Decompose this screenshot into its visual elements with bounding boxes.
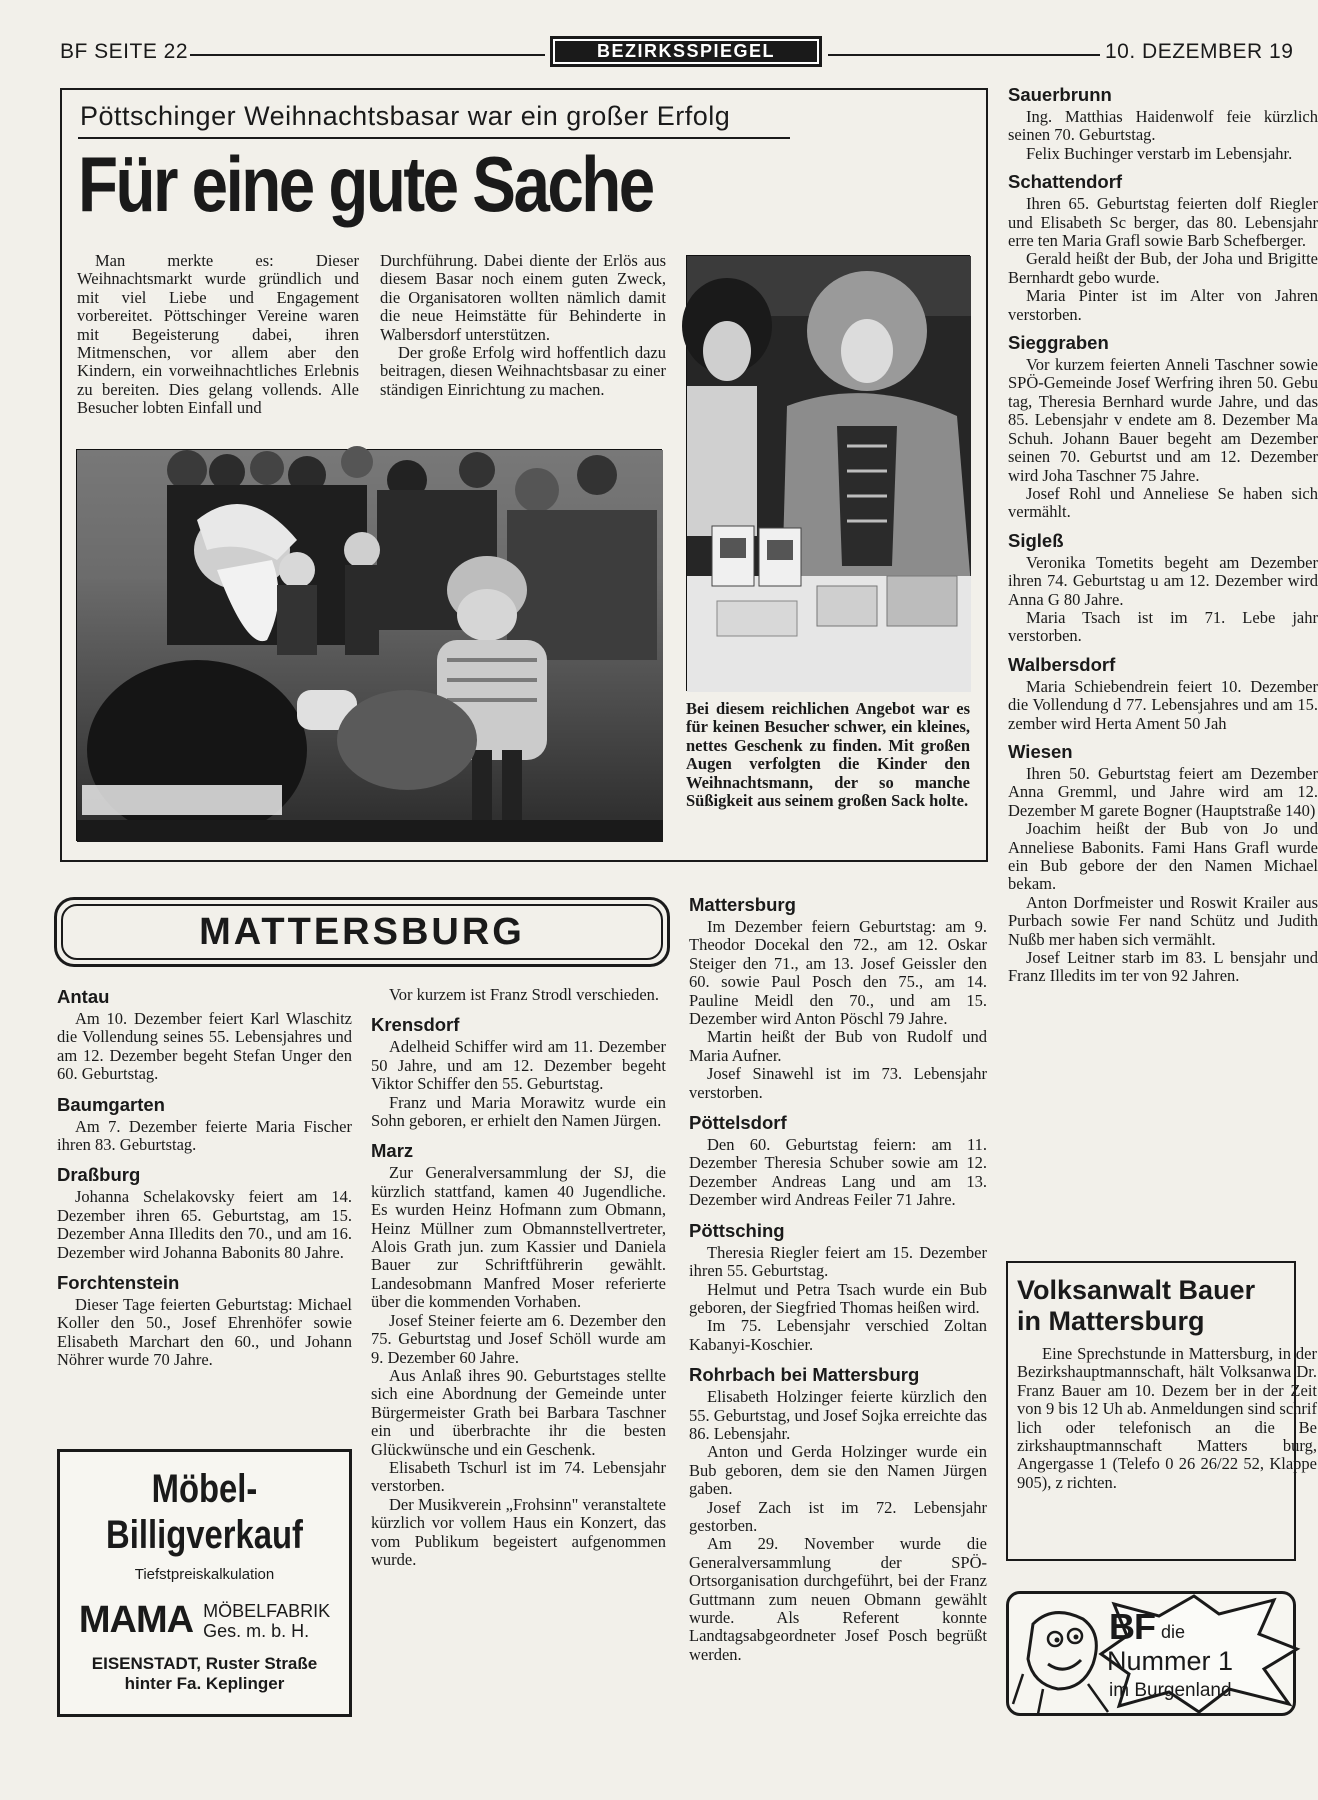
column-a <box>57 986 352 1370</box>
news-para: Gerald heißt der Bub, der Joha und Brigitte Bernhardt gebo wurde. <box>1008 249 1318 287</box>
news-para: Adelheid Schiffer wird am 11. Dezember 50 Jahre, und am 12. Dezember begeht Viktor Schiffer den 55. Geburtstag. <box>371 1037 666 1094</box>
place-heading: Sauerbrunn <box>1008 84 1112 105</box>
bf-ad-line-3: im Burgenland <box>1109 1680 1232 1701</box>
column-c <box>689 894 987 1664</box>
stall-photo <box>686 255 970 691</box>
news-para: Veronika Tometits begeht am Dezember ihren 74. Geburtstag u am 12. Dezember wird Anna G 80 Jahre. <box>1008 552 1318 609</box>
news-para: Aus Anlaß ihres 90. Geburtstages stellte sich eine Abordnung der Gemeinde unter Bürgermeister Grath bei Barbara Taschner ein und überbrachte ihr die besten Glückwünsche und ein Geschenk. <box>371 1365 666 1459</box>
place-heading: Draßburg <box>57 1164 141 1186</box>
place-heading: Sigleß <box>1008 529 1064 551</box>
article-headline: Für eine gute Sache <box>78 140 653 228</box>
article-col-1 <box>77 252 359 418</box>
place-heading: Wiesen <box>1008 740 1073 762</box>
moebel-ad-brand-row <box>60 1599 349 1642</box>
moebel-ad-address-1: EISENSTADT, Ruster Straße <box>91 1654 318 1673</box>
news-para: Joachim heißt der Bub von Jo und Anneliese Babonits. Fami Hans Grafl wurde ein Bub gebore der den Namen Michael bekam. <box>1008 819 1318 894</box>
news-para: Maria Pinter ist im Alter von Jahren verstorben. <box>1008 286 1318 324</box>
news-para: Josef Sinawehl ist im 73. Lebensjahr verstorben. <box>689 1064 987 1102</box>
article-col-2 <box>380 252 666 399</box>
news-para: Vor kurzem feierten Anneli Taschner sowie SPÖ-Gemeinde Josef Werfring ihren 50. Gebu tag, Theresia Bernhard wurde Jahre, und das 85. Lebensjahr v endete am 8. Dezember Ma Schuh. Johann Bauer begeht am Dezember seinen 70. Geburtst und am 12. Dezember wird Joha Taschner 75 Jahre. <box>1008 355 1318 485</box>
news-para: Maria Schiebendrein feiert 10. Dezember die Vollendung d 77. Lebensjahres und am 15. zember wird Herta Ament 50 Jah <box>1008 676 1318 733</box>
news-para: Am 29. November wurde die Generalversammlung der SPÖ-Ortsorganisation durchgeführt, bei der Franz Guttmann zum neuen Obmann gewählt wurde. Als Referent konnte Landtagsabgeordneter Josef Posch begrüßt werden. <box>689 1534 987 1664</box>
moebel-ad-title-2: Billigverkauf <box>106 1513 303 1557</box>
place-heading: Sieggraben <box>1008 332 1109 354</box>
stall-photo-graphic <box>687 256 971 692</box>
news-para: Franz und Maria Morawitz wurde ein Sohn geboren, er erhielt den Namen Jürgen. <box>371 1092 666 1131</box>
news-para: Felix Buchinger verstarb im Lebensjahr. <box>1026 143 1293 163</box>
santa-photo-graphic <box>77 450 663 842</box>
news-para: Am 10. Dezember feiert Karl Wlaschitz die Vollendung seines 55. Lebensjahres und am 12. Dezember begeht Stefan Unger den 60. Geburtstag. <box>57 1009 352 1084</box>
news-para: Elisabeth Tschurl ist im 74. Lebensjahr verstorben. <box>371 1457 666 1496</box>
place-heading: Forchtenstein <box>57 1272 180 1294</box>
bf-ad <box>1006 1591 1296 1716</box>
news-para: Josef Leitner starb im 83. L bensjahr und Franz Illedits im ter von 92 Jahren. <box>1008 948 1318 986</box>
header-date: 10. DEZEMBER 19 <box>1105 40 1294 63</box>
place-heading: Baumgarten <box>57 1093 165 1115</box>
kicker-rule <box>78 137 790 139</box>
place-heading: Walbersdorf <box>1008 653 1116 675</box>
santa-photo <box>76 449 662 841</box>
news-para: Den 60. Geburtstag feiern: am 11. Dezember Theresia Schuber sowie am 12. Dezember Andreas Lang und am 13. Dezember wird Andreas Feiler 71 Jahre. <box>689 1135 987 1210</box>
volksanwalt-text: Eine Sprechstunde in Mattersburg, in der Bezirkshauptmannschaft, hält Volksanwa Dr. Franz Bauer am 10. Dezem ber in der Zeit von 9 bis 12 Uh ab. Anmeldungen sind schrif lich oder telefonisch an die Be zirkshauptmannschaft Matters burg, Angergasse 1 (Telefo 0 26 26/22 52, Klappe 905), z richten. <box>1017 1344 1317 1492</box>
news-para: Maria Tsach ist im 71. Lebe jahr verstorben. <box>1008 607 1318 646</box>
place-heading: Pöttelsdorf <box>689 1112 787 1134</box>
place-heading: Rohrbach bei Mattersburg <box>689 1364 920 1386</box>
news-para: Vor kurzem ist Franz Strodl verschieden. <box>389 985 660 1004</box>
news-para: Josef Rohl und Anneliese Se haben sich vermählt. <box>1008 483 1318 522</box>
volksanwalt-title-1: Volksanwalt Bauer <box>1017 1275 1256 1305</box>
news-para: Martin heißt der Bub von Rudolf und Maria Aufner. <box>689 1027 987 1065</box>
moebel-ad-subtitle: Tiefstpreiskalkulation <box>134 1566 275 1583</box>
moebel-ad-address-2: hinter Fa. Keplinger <box>124 1674 285 1693</box>
news-para: Josef Steiner feierte am 6. Dezember den 75. Geburtstag und Josef Schöll wurde am 9. Dezember 60 Jahre. <box>371 1310 666 1367</box>
news-para: Ihren 65. Geburtstag feierten dolf Riegler und Elisabeth Sc berger, das 80. Lebensjahr erre ten Maria Grafl sowie Barb Schefberger. <box>1008 194 1318 251</box>
column-right <box>1008 84 1318 1234</box>
news-para: Theresia Riegler feiert am 15. Dezember ihren 55. Geburtstag. <box>689 1242 987 1281</box>
news-para: Anton und Gerda Holzinger wurde ein Bub geboren, dem sie den Namen Jürgen gaben. <box>689 1442 987 1499</box>
article-kicker: Pöttschinger Weihnachtsbasar war ein großer Erfolg <box>80 101 731 131</box>
article-para: Man merkte es: Dieser Weihnachtsmarkt wurde gründlich und mit viel Liebe und Engagement vorbereitet. Pöttschinger Vereine waren mit Begeisterung dabei, ihren Mitmenschen, vor allem aber den Kindern, ein vorweihnachtliches Erlebnis zu bereiten. Dies gelang vollends. Alle Besucher lobten Einfall und <box>77 251 359 418</box>
bf-ad-brand: BF <box>1109 1606 1155 1647</box>
place-heading: Mattersburg <box>689 894 796 915</box>
place-heading: Pöttsching <box>689 1219 785 1241</box>
article-para: Der große Erfolg wird hoffentlich dazu beitragen, diesen Weihnachtsbasar zu einer ständigen Einrichtung zu machen. <box>380 343 666 399</box>
news-para: Am 7. Dezember feierte Maria Fischer ihren 83. Geburtstag. <box>57 1116 352 1155</box>
volksanwalt-box <box>1006 1261 1317 1561</box>
moebel-ad-firm-1: MÖBELFABRIK <box>203 1600 331 1621</box>
header-section-label: BEZIRKSSPIEGEL <box>555 41 817 62</box>
moebel-ad-firm <box>203 1601 330 1641</box>
moebel-ad <box>57 1449 352 1717</box>
header-section-box <box>550 36 822 67</box>
news-para: Ing. Matthias Haidenwolf feie kürzlich seinen 70. Geburtstag. <box>1008 107 1318 145</box>
section-title-box <box>54 897 670 967</box>
moebel-ad-firm-2: Ges. m. b. H. <box>203 1620 310 1641</box>
header-page-label: BF SEITE 22 <box>60 40 189 63</box>
column-b <box>371 986 666 1569</box>
news-para: Der Musikverein „Frohsinn" veranstaltete kürzlich vor vollem Haus ein Konzert, das vom Publikum begeistert aufgenommen wurde. <box>371 1494 666 1569</box>
news-para: Elisabeth Holzinger feierte kürzlich den 55. Geburtstag, und Josef Sojka erreichte das 86. Lebensjahr. <box>689 1387 987 1443</box>
news-para: Dieser Tage feierten Geburtstag: Michael Koller den 50., Josef Ehrenhöfer sowie Elisabeth Marchart den 60., und Johann Nöhrer wurde 70 Jahre. <box>57 1295 352 1370</box>
volksanwalt-title-2: in Mattersburg <box>1017 1306 1205 1336</box>
place-heading: Marz <box>371 1140 414 1162</box>
news-para: Ihren 50. Geburtstag feiert am Dezember Anna Gremml, und Jahre wird am 12. Dezember M garete Bogner (Hauptstraße 140) <box>1008 763 1318 820</box>
news-para: Johanna Schelakovsky feiert am 14. Dezember ihren 65. Geburtstag, am 15. Dezember Anna Illedits den 70., und am 16. Dezember wird Johanna Babonits 80 Jahre. <box>57 1187 352 1262</box>
column-right-inner <box>1008 84 1318 986</box>
news-para: Im Dezember feiern Geburtstag: am 9. Theodor Docekal den 72., am 12. Oskar Steiger den 71., am 13. Josef Geissler den 60. sowie Paul Posch den 75., am 14. Pauline Meidl den 70., und am 15. Dezember wird Anton Pöschl 79 Jahre. <box>689 917 987 1029</box>
stall-photo-caption: Bei diesem reichlichen Angebot war es für keinen Besucher schwer, ein kleines, nettes Geschenk zu finden. Mit großen Augen verfolgten die Kinder den Weihnachtsmann, der so manche Süßigkeit aus seinem großen Sack holte. <box>686 699 970 811</box>
place-heading: Schattendorf <box>1008 171 1123 193</box>
bf-ad-line-2: Nummer 1 <box>1107 1646 1234 1676</box>
section-title: MATTERSBURG <box>61 904 663 960</box>
bf-ad-die: die <box>1161 1622 1186 1642</box>
moebel-ad-brand: MAMA <box>78 1599 194 1641</box>
news-para: Helmut und Petra Tsach wurde ein Bub geboren, der Siegfried Thomas heißen wird. <box>689 1279 987 1317</box>
place-heading: Krensdorf <box>371 1014 460 1036</box>
news-para: Zur Generalversammlung der SJ, die kürzlich stattfand, kamen 40 Jugendliche. Es wurden Heinz Hofmann zum Obmann, Heinz Müllner zum Obmannstellvertreter, Alois Grath jun. zum Kassier und Daniela Bauer zur Schriftführerin gewählt. Landesobmann Manfred Moser referierte über die kommenden Vorhaben. <box>371 1163 666 1312</box>
news-para: Im 75. Lebensjahr verschied Zoltan Kabanyi-Koschier. <box>689 1316 987 1354</box>
news-para: Josef Zach ist im 72. Lebensjahr gestorben. <box>689 1497 987 1535</box>
moebel-ad-title-1: Möbel- <box>151 1467 258 1511</box>
news-para: Anton Dorfmeister und Roswit Krailer aus Purbach sowie Fer nand Schütz und Judith Nußb mer haben sich vermählt. <box>1008 892 1318 949</box>
article-para: Durchführung. Dabei diente der Erlös aus diesem Basar noch einem guten Zweck, die Organisatoren wollten nämlich damit die neue Heimstätte für Behinderte in Walbersdorf unterstützen. <box>380 251 666 344</box>
place-heading: Antau <box>57 986 110 1007</box>
header-rule-left <box>190 54 545 56</box>
header-rule-right <box>828 54 1100 56</box>
